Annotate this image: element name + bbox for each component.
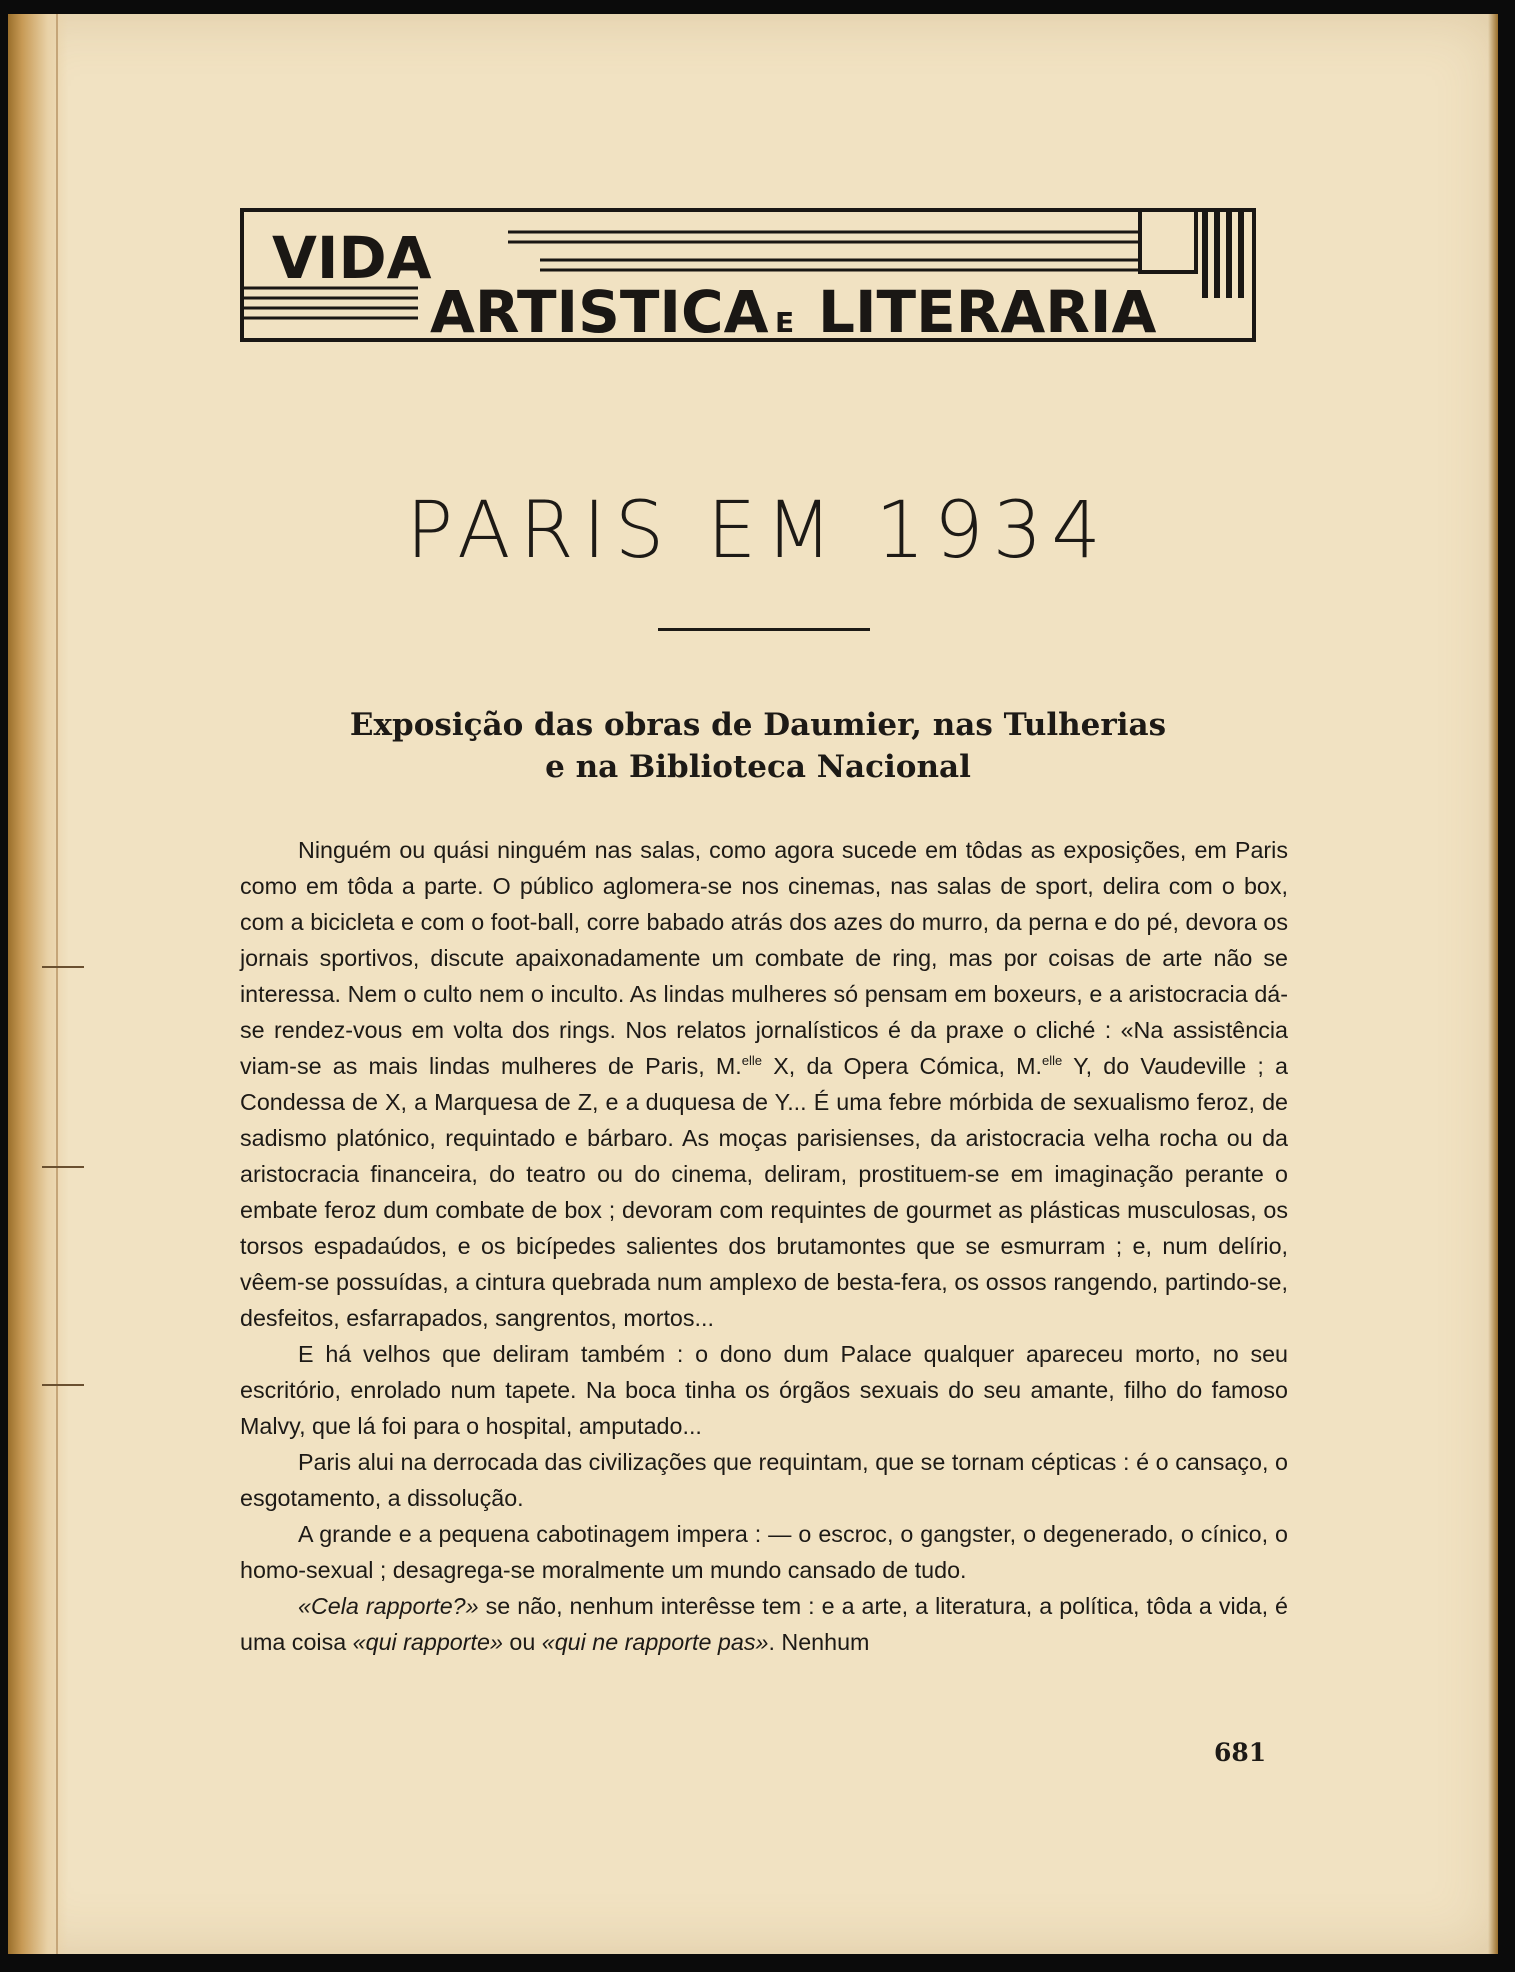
p5-text-c: . Nenhum <box>768 1629 870 1655</box>
magazine-page <box>8 14 1498 1954</box>
banner-literaria-text: LITERARIA <box>818 278 1157 344</box>
page-right-edge <box>1488 14 1498 1954</box>
p5-quote-b: «qui rapporte» <box>352 1629 503 1655</box>
p1-text-c: Y, do Vaudeville ; a Condessa de X, a Marquesa de Z, e a duquesa de Y... É uma febre mórbida de sexualismo feroz, de sadismo platónico, requintado e bárbaro. As moças parisienses, da aristocracia velha rocha ou da aristocracia financeira, do teatro ou do cinema, deliram, prostituem-se em imaginação perante o embate feroz dum combate de box ; devoram com requintes de gourmet as plásticas musculosas, os torsos espadaúdos, e os bicípedes salientes dos brutamontes que se esmurram ; e, num delírio, vêem-se possuídas, a cintura quebrada num amplexo de besta-fera, os ossos rangendo, partindo-se, desfeitos, esfarrapados, sangrentos, mortos... <box>240 1053 1289 1331</box>
banner-vida-text: VIDA <box>272 224 432 292</box>
margin-tick <box>42 966 84 968</box>
article-title: PARIS EM 1934 <box>406 486 1110 576</box>
p1-text-a: Ninguém ou quási ninguém nas salas, como agora sucede em tôdas as exposições, em Paris como em tôda a parte. O público aglomera-se nos cinemas, nas salas de sport, delira com o box, com a bicicleta e com o foot-ball, corre babado atrás dos azes do murro, da perna e do pé, devora os jornais sportivos, discute apaixonadamente um combate de ring, mas por coisas de arte não se interessa. Nem o culto nem o inculto. As lindas mulheres só pensam em boxeurs, e a aristocracia dá-se rendez-vous em volta dos rings. Nos relatos jornalísticos é da praxe o cliché : «Na assistência viam-se as mais lindas mulheres de Paris, M. <box>240 837 1288 1079</box>
section-banner-logo <box>240 190 1258 344</box>
banner-word-vida <box>272 224 432 292</box>
article-body <box>240 832 1288 1660</box>
subtitle-line-2: e na Biblioteca Nacional <box>545 749 971 785</box>
margin-tick <box>42 1384 84 1386</box>
article-subtitle <box>248 704 1268 788</box>
page-number: 681 <box>1214 1738 1267 1767</box>
body-paragraph-1 <box>240 832 1288 1336</box>
body-paragraph-4: A grande e a pequena cabotinagem impera : — o escroc, o gangster, o degenerado, o cínico, o homo-sexual ; desagrega-se moralmente um mundo cansado de tudo. <box>240 1521 1288 1583</box>
p5-text-a: se não, nenhum interêsse tem : e a arte, a literatura, a política, tôda a vida, é uma coisa <box>240 1593 1289 1655</box>
p1-text-b: X, da Opera Cómica, M. <box>762 1053 1043 1079</box>
banner-e-text: E <box>775 306 795 339</box>
margin-tick <box>42 1166 84 1168</box>
p1-superscript-a: elle <box>741 1053 763 1069</box>
spine-fold-line <box>56 14 58 1954</box>
p5-text-b: ou <box>502 1629 542 1655</box>
page-spine-shadow <box>8 14 68 1954</box>
title-divider <box>658 628 870 631</box>
body-paragraph-5 <box>240 1588 1288 1660</box>
p5-quote-c: «qui ne rapporte pas» <box>541 1629 769 1655</box>
p5-quote-a: «Cela rapporte?» <box>298 1593 479 1619</box>
banner-artistica-text: ARTISTICA <box>430 278 769 344</box>
p1-superscript-b: elle <box>1042 1053 1063 1069</box>
body-paragraph-3: Paris alui na derrocada das civilizações que requintam, que se tornam cépticas : é o cansaço, o esgotamento, a dissolução. <box>240 1449 1288 1511</box>
subtitle-line-1: Exposição das obras de Daumier, nas Tulherias <box>349 707 1167 743</box>
body-paragraph-2: E há velhos que deliram também : o dono dum Palace qualquer apareceu morto, no seu escritório, enrolado num tapete. Na boca tinha os órgãos sexuais do seu amante, filho do famoso Malvy, que lá foi para o hospital, amputado... <box>240 1341 1288 1439</box>
